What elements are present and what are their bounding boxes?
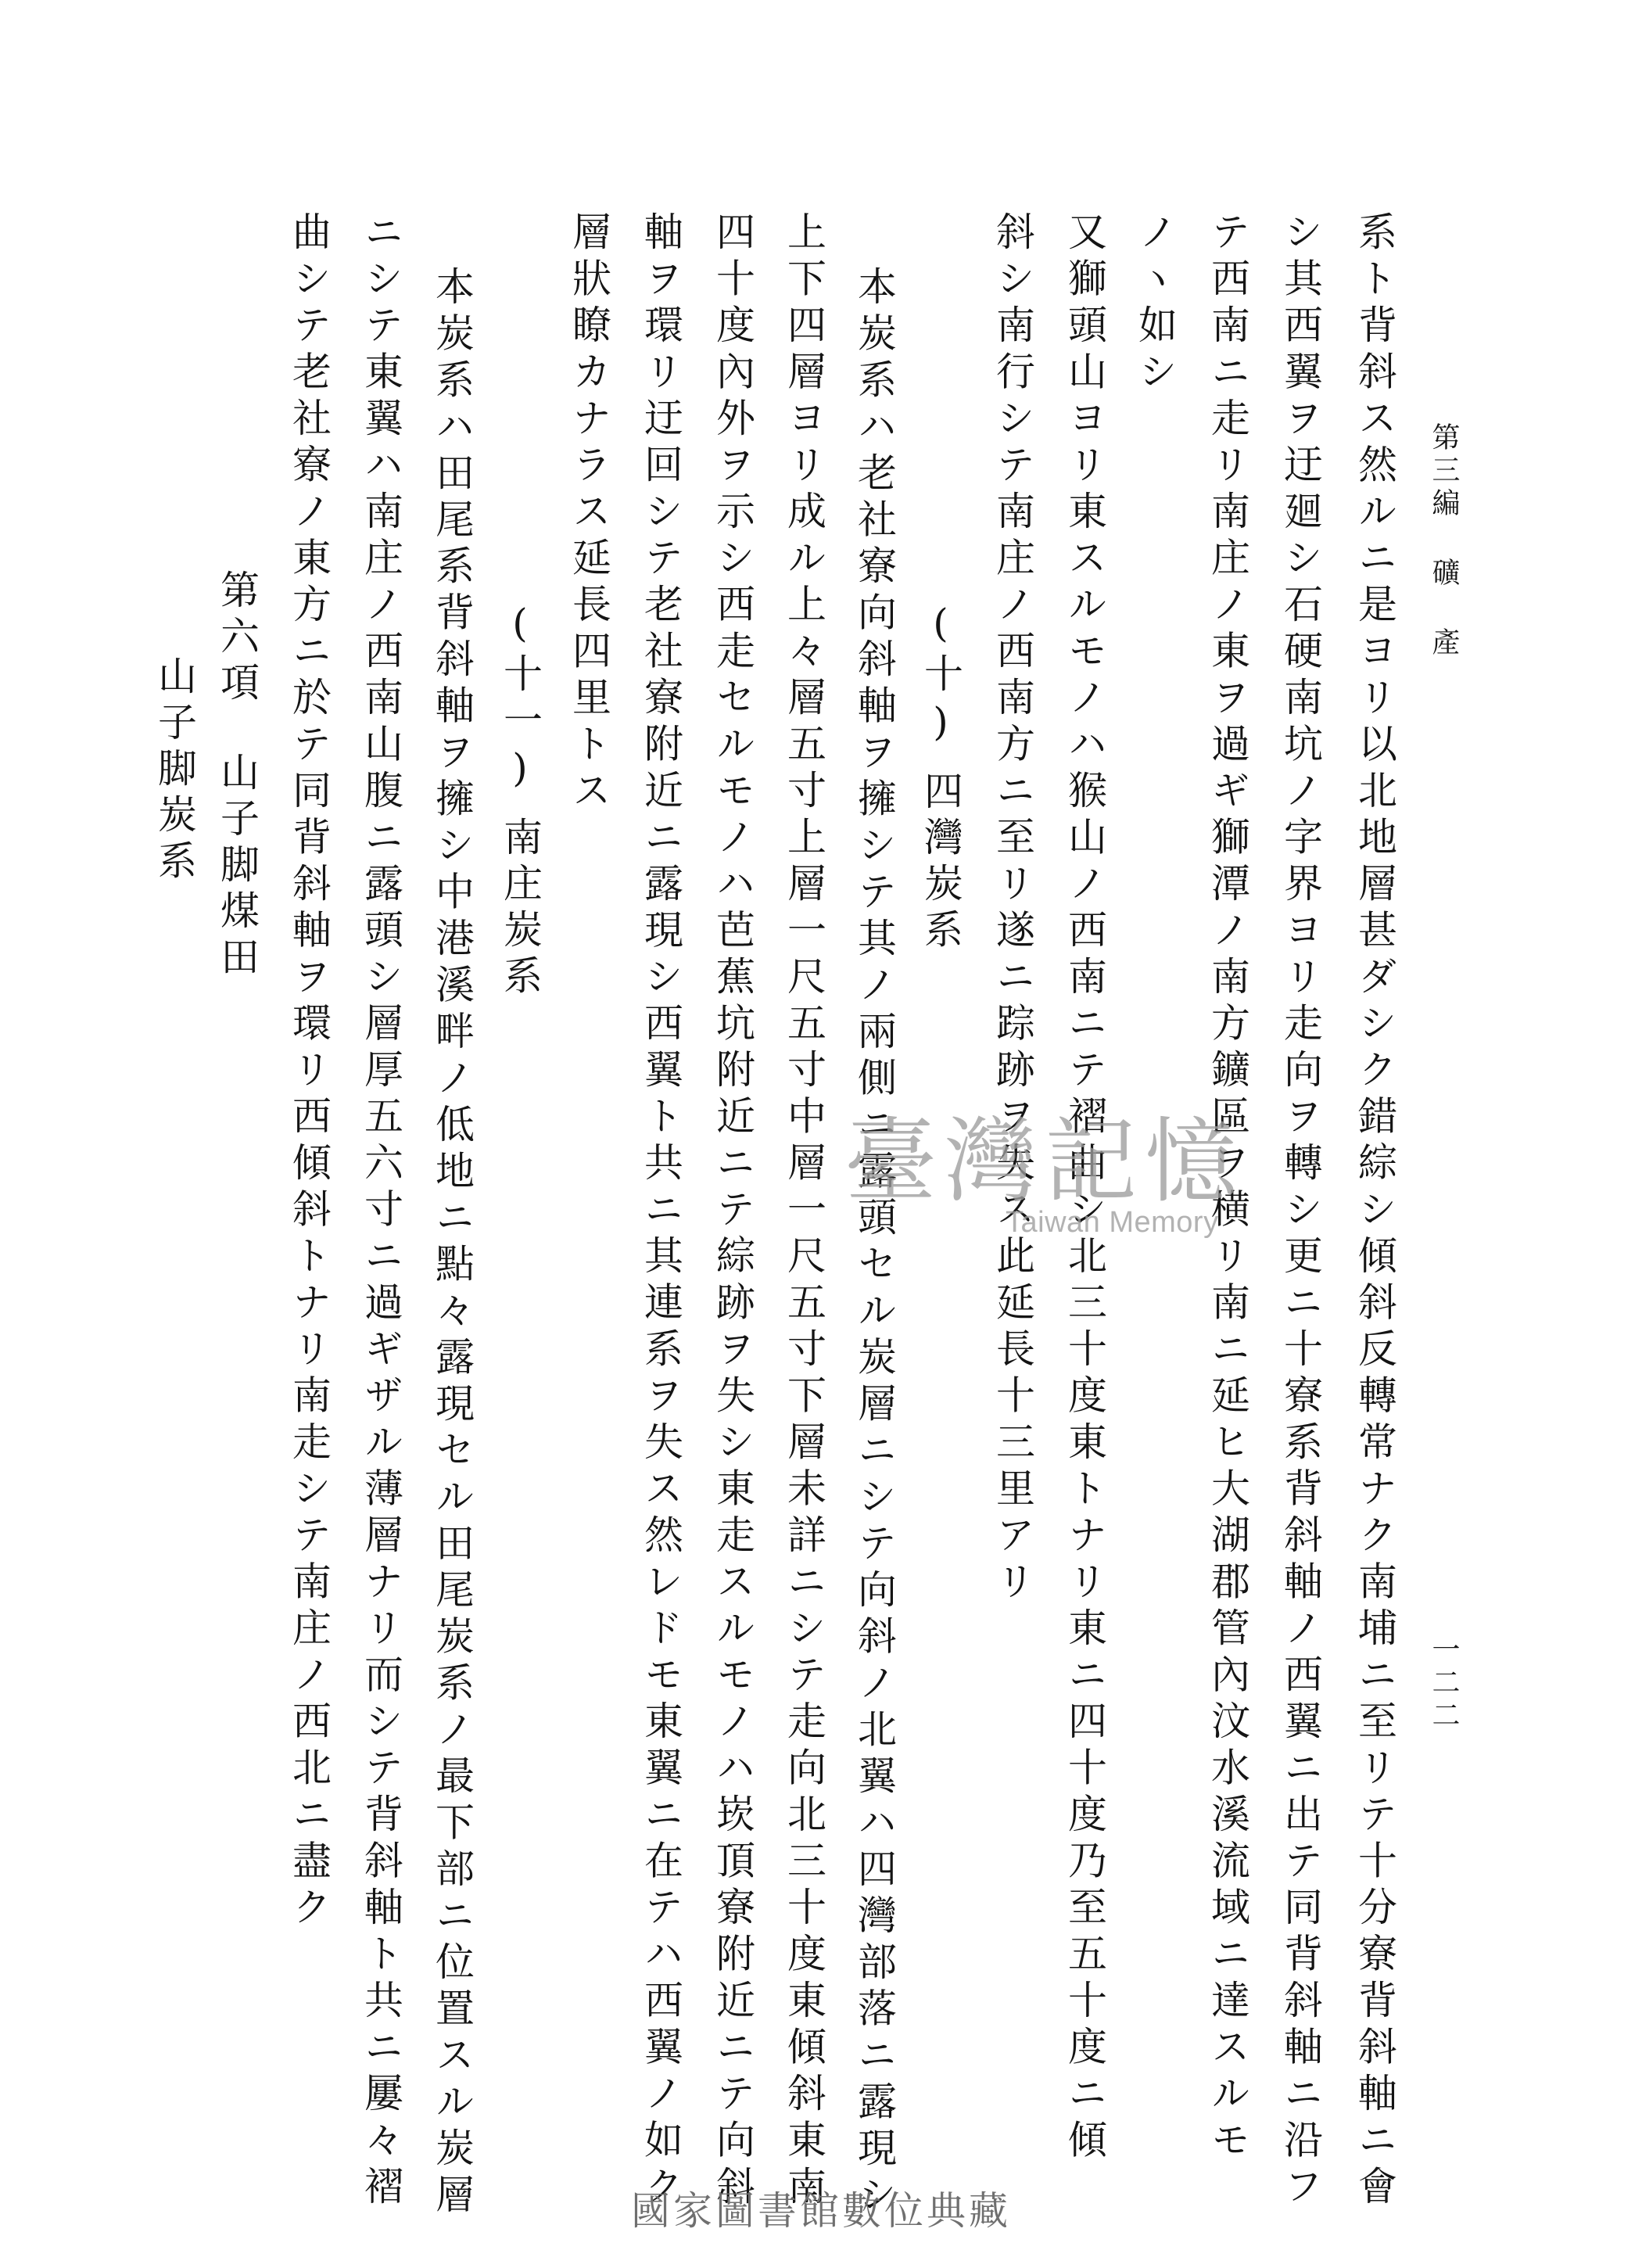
text-line: テ西南ニ走リ南庄ノ東ヲ過ギ獅潭ノ南方鑛區ヲ横リ南ニ延ヒ大湖郡管內汶水溪流域ニ達スルモ — [1205, 211, 1250, 2166]
text-line: シ其西翼ヲ迂廻シ石硬南坑ノ字界ヨリ走向ヲ轉シ更ニ十寮系背斜軸ノ西翼ニ出テ同背斜軸ニ沿フ — [1278, 211, 1323, 2212]
text-line: 系ト背斜ス然ルニ是ヨリ以北地層甚ダシク錯綜シ傾斜反轉常ナク南埔ニ至リテ十分寮背斜軸ニ會 — [1352, 211, 1397, 2212]
text-line: 軸ヲ環リ迂回シテ老社寮附近ニ露現シ西翼ト共ニ其連系ヲ失ス然レドモ東翼ニ在テハ西翼ノ如ク — [638, 211, 683, 2212]
section-number: (十) — [918, 601, 963, 752]
text-line: 又獅頭山ヨリ東スルモノハ猴山ノ西南ニテ褶曲シ北三十度東トナリ東ニ四十度乃至五十度ニ傾 — [1062, 211, 1107, 2166]
article-title: 山子脚煤田 — [214, 752, 260, 982]
text-line: 本炭系ハ田尾系背斜軸ヲ擁シ中港溪畔ノ低地ニ點々露現セル田尾炭系ノ最下部ニ位置スル炭層 — [429, 266, 475, 2220]
section-heading-10 — [918, 601, 963, 955]
watermark-subtitle: Taiwan Memory — [1006, 1206, 1219, 1239]
text-line: 四十度內外ヲ示シ西走セルモノハ芭蕉坑附近ニテ綜跡ヲ失シ東走スルモノハ崁頂寮附近ニテ向斜 — [710, 211, 755, 2212]
section-title: 四灣炭系 — [918, 770, 963, 955]
text-line: ノヽ如シ — [1132, 211, 1178, 397]
watermark-title: 臺灣記憶 — [844, 1107, 1246, 1215]
article-heading — [214, 569, 260, 982]
page-number: 一二二 — [1428, 1635, 1460, 1733]
section-number: (十一) — [497, 601, 543, 798]
footer-stamp: 國家圖書館數位典藏 — [631, 2188, 1011, 2234]
text-line: 上下四層ヨリ成ル上々層五寸上層一尺五寸中層一尺五寸下層未詳ニシテ走向北三十度東傾斜東南 — [781, 211, 826, 2212]
text-line: 斜シ南行シテ南庄ノ西南方ニ至リ遂ニ踪跡ヲ失ス此延長十三里アリ — [990, 211, 1035, 1607]
section-heading-11 — [497, 601, 543, 1001]
text-line: 層狀瞭カナラス延長四里トス — [566, 211, 611, 816]
article-number: 第六項 — [214, 569, 260, 708]
running-title: 第三編 礦 產 — [1428, 422, 1460, 660]
subsection-heading: 山子脚炭系 — [152, 655, 197, 886]
section-title: 南庄炭系 — [497, 816, 543, 1001]
text-line: 曲シテ老社寮ノ東方ニ於テ同背斜軸ヲ環リ西傾斜トナリ南走シテ南庄ノ西北ニ盡ク — [286, 211, 332, 1933]
text-line: 本炭系ハ老社寮向斜軸ヲ擁シテ其ノ兩側ニ露頭セル炭層ニシテ向斜ノ北翼ハ四灣部落ニ露現シ — [851, 266, 897, 2220]
text-line: ニシテ東翼ハ南庄ノ西南山腹ニ露頭シ層厚五六寸ニ過ギザル薄層ナリ而シテ背斜軸ト共ニ屢々褶 — [358, 211, 403, 2212]
